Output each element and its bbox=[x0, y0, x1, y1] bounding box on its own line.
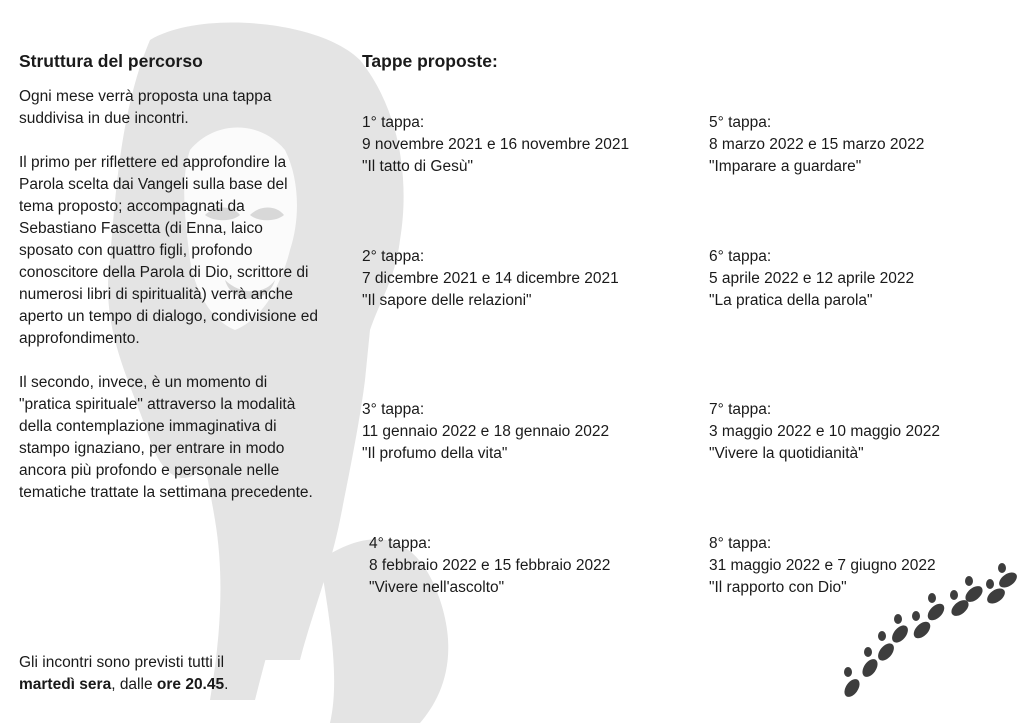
stage-label: 7° tappa: bbox=[709, 401, 772, 418]
schedule-time: ore 20.45 bbox=[156, 676, 225, 693]
stage-dates: 5 aprile 2022 e 12 aprile 2022 bbox=[709, 270, 915, 287]
stage-title: "Vivere nell'ascolto" bbox=[369, 579, 505, 596]
structure-first-meeting: Il primo per riflettere ed approfondire la Parola scelta dai Vangeli sulla base del tema proposto; accompagnati da Sebastiano Fascetta (di Enna, laico sposato con quattro figli, profondo conoscitore della Parola di Dio, scrittore di numerosi libri di spiritualità) verrà anche aperto un tempo di dialogo, condivisione ed approfondimento. bbox=[19, 154, 319, 347]
stage-label: 2° tappa: bbox=[362, 248, 425, 265]
structure-second-meeting: Il secondo, invece, è un momento di "pratica spirituale" attraverso la modalità della contemplazione immaginativa di stampo ignaziano, per entrare in modo ancora più profondo e personale nelle tematiche trattate la settimana precedente. bbox=[19, 374, 313, 501]
stage-title: "Vivere la quotidianità" bbox=[709, 445, 864, 462]
stage-title: "Il sapore delle relazioni" bbox=[362, 292, 532, 309]
stage-label: 4° tappa: bbox=[369, 535, 432, 552]
stage-item bbox=[362, 112, 682, 178]
stage-dates: 9 novembre 2021 e 16 novembre 2021 bbox=[362, 136, 630, 153]
schedule-day: martedì sera bbox=[19, 676, 112, 693]
stage-label: 8° tappa: bbox=[709, 535, 772, 552]
stage-title: "La pratica della parola" bbox=[709, 292, 873, 309]
stage-dates: 7 dicembre 2021 e 14 dicembre 2021 bbox=[362, 270, 619, 287]
stages-heading: Tappe proposte: bbox=[362, 51, 498, 71]
stage-title: "Imparare a guardare" bbox=[709, 158, 862, 175]
stage-label: 5° tappa: bbox=[709, 114, 772, 131]
stage-dates: 3 maggio 2022 e 10 maggio 2022 bbox=[709, 423, 940, 440]
stage-label: 6° tappa: bbox=[709, 248, 772, 265]
stage-title: "Il rapporto con Dio" bbox=[709, 579, 847, 596]
stage-title: "Il profumo della vita" bbox=[362, 445, 508, 462]
structure-section bbox=[19, 50, 319, 526]
stage-dates: 8 febbraio 2022 e 15 febbraio 2022 bbox=[369, 557, 611, 574]
stage-label: 3° tappa: bbox=[362, 401, 425, 418]
stage-item bbox=[709, 399, 1023, 465]
schedule-middle: , dalle bbox=[111, 676, 153, 693]
stage-dates: 31 maggio 2022 e 7 giugno 2022 bbox=[709, 557, 936, 574]
stage-item bbox=[362, 246, 682, 312]
stage-dates: 8 marzo 2022 e 15 marzo 2022 bbox=[709, 136, 925, 153]
schedule-suffix: . bbox=[224, 676, 229, 693]
stage-item bbox=[709, 112, 1023, 178]
stage-item bbox=[709, 246, 1023, 312]
structure-intro: Ogni mese verrà proposta una tappa suddivisa in due incontri. bbox=[19, 88, 272, 127]
footprints-icon bbox=[830, 560, 1020, 710]
stage-label: 1° tappa: bbox=[362, 114, 425, 131]
stage-item bbox=[369, 533, 689, 599]
schedule-note bbox=[19, 652, 319, 696]
stage-title: "Il tatto di Gesù" bbox=[362, 158, 473, 175]
stage-dates: 11 gennaio 2022 e 18 gennaio 2022 bbox=[362, 423, 610, 440]
stage-item bbox=[362, 399, 682, 465]
structure-heading: Struttura del percorso bbox=[19, 51, 203, 71]
schedule-prefix: Gli incontri sono previsti tutti il bbox=[19, 654, 225, 671]
